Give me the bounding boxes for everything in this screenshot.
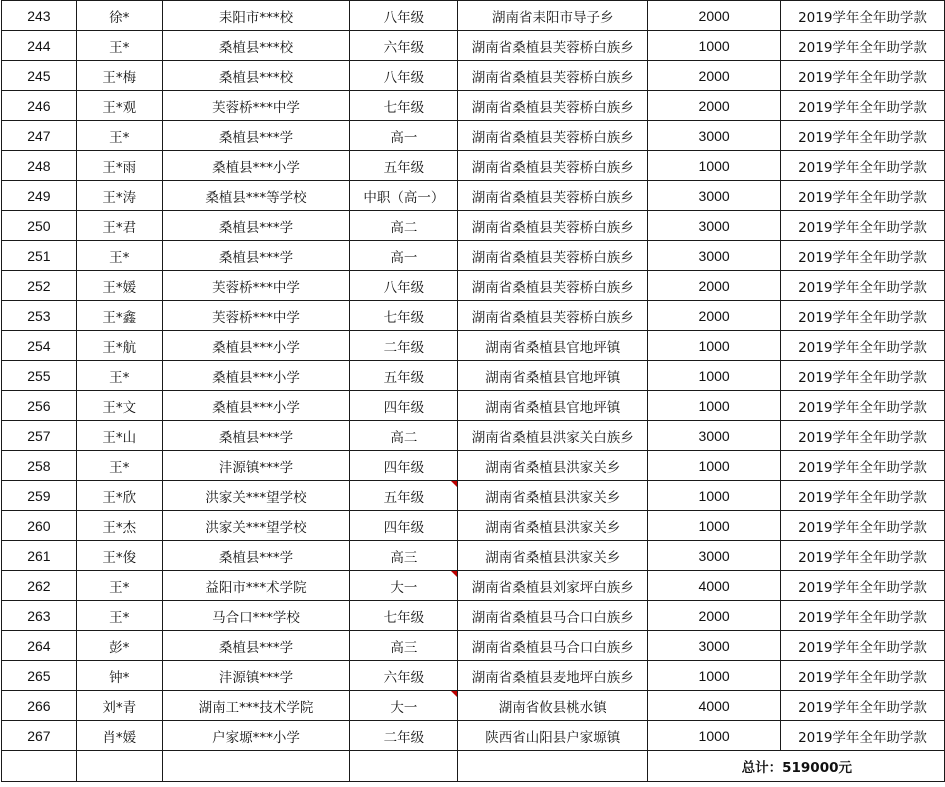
serial-number-cell[interactable]: 246 <box>2 91 77 121</box>
donation-type-cell[interactable]: 2019学年全年助学款 <box>781 1 945 31</box>
student-name-cell[interactable]: 徐* <box>76 1 162 31</box>
serial-number-cell[interactable]: 248 <box>2 151 77 181</box>
school-cell[interactable]: 桑植县***学 <box>162 631 350 661</box>
donation-type-cell[interactable]: 2019学年全年助学款 <box>781 121 945 151</box>
school-cell[interactable]: 马合口***学校 <box>162 601 350 631</box>
serial-number-cell[interactable]: 247 <box>2 121 77 151</box>
address-cell[interactable]: 湖南省桑植县洪家关乡 <box>458 511 648 541</box>
student-name-cell[interactable]: 王*鑫 <box>76 301 162 331</box>
serial-number-cell[interactable]: 266 <box>2 691 77 721</box>
donation-type-cell[interactable]: 2019学年全年助学款 <box>781 91 945 121</box>
student-name-cell[interactable]: 王*杰 <box>76 511 162 541</box>
table-row <box>2 421 945 451</box>
grade-cell[interactable]: 六年级 <box>350 661 458 691</box>
address-cell[interactable]: 湖南省桑植县芙蓉桥白族乡 <box>458 271 648 301</box>
donation-type-cell[interactable]: 2019学年全年助学款 <box>781 31 945 61</box>
grade-cell[interactable]: 七年级 <box>350 301 458 331</box>
serial-number-cell[interactable]: 261 <box>2 541 77 571</box>
amount-cell[interactable]: 1000 <box>648 451 781 481</box>
address-cell[interactable]: 湖南省桑植县马合口白族乡 <box>458 601 648 631</box>
comment-indicator-icon[interactable] <box>451 571 457 577</box>
donation-type-cell[interactable]: 2019学年全年助学款 <box>781 451 945 481</box>
grade-cell[interactable]: 高二 <box>350 211 458 241</box>
serial-number-cell[interactable]: 245 <box>2 61 77 91</box>
grade-cell[interactable]: 高二 <box>350 421 458 451</box>
grade-cell[interactable]: 四年级 <box>350 451 458 481</box>
school-cell[interactable]: 桑植县***小学 <box>162 331 350 361</box>
grade-cell[interactable]: 五年级 <box>350 361 458 391</box>
amount-cell[interactable]: 1000 <box>648 481 781 511</box>
amount-cell[interactable]: 2000 <box>648 301 781 331</box>
table-row <box>2 511 945 541</box>
comment-indicator-icon[interactable] <box>451 481 457 487</box>
empty-cell[interactable] <box>2 751 77 782</box>
address-cell[interactable]: 湖南省桑植县芙蓉桥白族乡 <box>458 181 648 211</box>
amount-cell[interactable]: 2000 <box>648 91 781 121</box>
student-name-cell[interactable]: 彭* <box>76 631 162 661</box>
comment-indicator-icon[interactable] <box>451 691 457 697</box>
table-row <box>2 151 945 181</box>
table-row <box>2 181 945 211</box>
student-name-cell[interactable]: 王*欣 <box>76 481 162 511</box>
serial-number-cell[interactable]: 243 <box>2 1 77 31</box>
grade-cell[interactable]: 高一 <box>350 241 458 271</box>
table-row <box>2 541 945 571</box>
school-cell[interactable]: 沣源镇***学 <box>162 661 350 691</box>
address-cell[interactable]: 湖南省桑植县芙蓉桥白族乡 <box>458 121 648 151</box>
amount-cell[interactable]: 3000 <box>648 421 781 451</box>
table-row <box>2 601 945 631</box>
donation-type-cell[interactable]: 2019学年全年助学款 <box>781 421 945 451</box>
student-name-cell[interactable]: 王*观 <box>76 91 162 121</box>
amount-cell[interactable]: 1000 <box>648 661 781 691</box>
address-cell[interactable]: 湖南省耒阳市导子乡 <box>458 1 648 31</box>
donation-type-cell[interactable]: 2019学年全年助学款 <box>781 331 945 361</box>
school-cell[interactable]: 桑植县***校 <box>162 61 350 91</box>
student-name-cell[interactable]: 王* <box>76 571 162 601</box>
table-row <box>2 661 945 691</box>
student-name-cell[interactable]: 王*媛 <box>76 271 162 301</box>
serial-number-cell[interactable]: 251 <box>2 241 77 271</box>
address-cell[interactable]: 湖南省攸县桃水镇 <box>458 691 648 721</box>
school-cell[interactable]: 桑植县***等学校 <box>162 181 350 211</box>
grade-cell[interactable]: 四年级 <box>350 391 458 421</box>
student-name-cell[interactable]: 王*山 <box>76 421 162 451</box>
serial-number-cell[interactable]: 249 <box>2 181 77 211</box>
student-name-cell[interactable]: 王*俊 <box>76 541 162 571</box>
donation-type-cell[interactable]: 2019学年全年助学款 <box>781 541 945 571</box>
student-name-cell[interactable]: 钟* <box>76 661 162 691</box>
table-row <box>2 301 945 331</box>
amount-cell[interactable]: 2000 <box>648 601 781 631</box>
table-row <box>2 331 945 361</box>
table-row <box>2 391 945 421</box>
address-cell[interactable]: 湖南省桑植县洪家关白族乡 <box>458 421 648 451</box>
amount-cell[interactable]: 4000 <box>648 691 781 721</box>
table-row <box>2 691 945 721</box>
amount-cell[interactable]: 4000 <box>648 571 781 601</box>
school-cell[interactable]: 桑植县***校 <box>162 31 350 61</box>
table-body <box>2 1 945 751</box>
grade-cell[interactable]: 八年级 <box>350 61 458 91</box>
school-cell[interactable]: 沣源镇***学 <box>162 451 350 481</box>
donation-type-cell[interactable]: 2019学年全年助学款 <box>781 391 945 421</box>
student-name-cell[interactable]: 王*涛 <box>76 181 162 211</box>
empty-cell[interactable] <box>458 751 648 782</box>
student-name-cell[interactable]: 王*航 <box>76 331 162 361</box>
serial-number-cell[interactable]: 256 <box>2 391 77 421</box>
school-cell[interactable]: 户家塬***小学 <box>162 721 350 751</box>
grade-cell[interactable]: 八年级 <box>350 271 458 301</box>
amount-cell[interactable]: 1000 <box>648 391 781 421</box>
donation-type-cell[interactable]: 2019学年全年助学款 <box>781 691 945 721</box>
serial-number-cell[interactable]: 253 <box>2 301 77 331</box>
address-cell[interactable]: 湖南省桑植县芙蓉桥白族乡 <box>458 31 648 61</box>
donation-type-cell[interactable]: 2019学年全年助学款 <box>781 271 945 301</box>
amount-cell[interactable]: 3000 <box>648 211 781 241</box>
grade-cell[interactable]: 二年级 <box>350 721 458 751</box>
school-cell[interactable]: 桑植县***小学 <box>162 391 350 421</box>
grade-cell[interactable]: 四年级 <box>350 511 458 541</box>
amount-cell[interactable]: 3000 <box>648 631 781 661</box>
empty-cell[interactable] <box>162 751 350 782</box>
student-name-cell[interactable]: 刘*青 <box>76 691 162 721</box>
table-row <box>2 721 945 751</box>
table-row <box>2 211 945 241</box>
total-amount-cell[interactable]: 总计：519000元 <box>648 751 945 782</box>
donation-type-cell[interactable]: 2019学年全年助学款 <box>781 721 945 751</box>
school-cell[interactable]: 益阳市***术学院 <box>162 571 350 601</box>
address-cell[interactable]: 湖南省桑植县官地坪镇 <box>458 361 648 391</box>
address-cell[interactable]: 湖南省桑植县洪家关乡 <box>458 481 648 511</box>
address-cell[interactable]: 湖南省桑植县官地坪镇 <box>458 391 648 421</box>
donation-type-cell[interactable]: 2019学年全年助学款 <box>781 301 945 331</box>
amount-cell[interactable]: 3000 <box>648 121 781 151</box>
table-row <box>2 121 945 151</box>
student-name-cell[interactable]: 王* <box>76 601 162 631</box>
amount-cell[interactable]: 3000 <box>648 241 781 271</box>
serial-number-cell[interactable]: 254 <box>2 331 77 361</box>
school-cell[interactable]: 桑植县***学 <box>162 421 350 451</box>
amount-cell[interactable]: 1000 <box>648 331 781 361</box>
donation-type-cell[interactable]: 2019学年全年助学款 <box>781 151 945 181</box>
grade-cell[interactable]: 八年级 <box>350 1 458 31</box>
student-name-cell[interactable]: 王* <box>76 121 162 151</box>
school-cell[interactable]: 桑植县***学 <box>162 241 350 271</box>
table-row <box>2 1 945 31</box>
school-cell[interactable]: 耒阳市***校 <box>162 1 350 31</box>
grade-cell[interactable]: 六年级 <box>350 31 458 61</box>
donation-type-cell[interactable]: 2019学年全年助学款 <box>781 211 945 241</box>
donation-type-cell[interactable]: 2019学年全年助学款 <box>781 511 945 541</box>
amount-cell[interactable]: 2000 <box>648 61 781 91</box>
student-name-cell[interactable]: 王* <box>76 361 162 391</box>
address-cell[interactable]: 陕西省山阳县户家塬镇 <box>458 721 648 751</box>
table-row <box>2 571 945 601</box>
school-cell[interactable]: 洪家关***望学校 <box>162 481 350 511</box>
address-cell[interactable]: 湖南省桑植县芙蓉桥白族乡 <box>458 91 648 121</box>
grade-cell[interactable]: 五年级 <box>350 151 458 181</box>
address-cell[interactable]: 湖南省桑植县洪家关乡 <box>458 451 648 481</box>
amount-cell[interactable]: 2000 <box>648 1 781 31</box>
serial-number-cell[interactable]: 259 <box>2 481 77 511</box>
donation-type-cell[interactable]: 2019学年全年助学款 <box>781 61 945 91</box>
serial-number-cell[interactable]: 264 <box>2 631 77 661</box>
amount-cell[interactable]: 1000 <box>648 361 781 391</box>
grade-cell[interactable]: 七年级 <box>350 601 458 631</box>
grade-cell[interactable]: 二年级 <box>350 331 458 361</box>
serial-number-cell[interactable]: 250 <box>2 211 77 241</box>
school-cell[interactable]: 芙蓉桥***中学 <box>162 271 350 301</box>
table-row <box>2 31 945 61</box>
grade-cell[interactable]: 中职（高一） <box>350 181 458 211</box>
student-name-cell[interactable]: 肖*媛 <box>76 721 162 751</box>
school-cell[interactable]: 湖南工***技术学院 <box>162 691 350 721</box>
donation-type-cell[interactable]: 2019学年全年助学款 <box>781 601 945 631</box>
table-row <box>2 91 945 121</box>
address-cell[interactable]: 湖南省桑植县麦地坪白族乡 <box>458 661 648 691</box>
grade-cell[interactable]: 高三 <box>350 541 458 571</box>
total-row <box>2 751 945 782</box>
table-row <box>2 451 945 481</box>
serial-number-cell[interactable]: 262 <box>2 571 77 601</box>
address-cell[interactable]: 湖南省桑植县马合口白族乡 <box>458 631 648 661</box>
table-row <box>2 361 945 391</box>
donation-type-cell[interactable]: 2019学年全年助学款 <box>781 361 945 391</box>
grade-cell[interactable]: 大一 <box>350 571 458 601</box>
serial-number-cell[interactable]: 257 <box>2 421 77 451</box>
grade-cell[interactable]: 五年级 <box>350 481 458 511</box>
amount-cell[interactable]: 1000 <box>648 31 781 61</box>
donation-type-cell[interactable]: 2019学年全年助学款 <box>781 661 945 691</box>
student-name-cell[interactable]: 王*梅 <box>76 61 162 91</box>
serial-number-cell[interactable]: 252 <box>2 271 77 301</box>
empty-cell[interactable] <box>350 751 458 782</box>
student-name-cell[interactable]: 王*文 <box>76 391 162 421</box>
student-name-cell[interactable]: 王*君 <box>76 211 162 241</box>
donation-type-cell[interactable]: 2019学年全年助学款 <box>781 571 945 601</box>
address-cell[interactable]: 湖南省桑植县芙蓉桥白族乡 <box>458 211 648 241</box>
address-cell[interactable]: 湖南省桑植县芙蓉桥白族乡 <box>458 301 648 331</box>
donation-type-cell[interactable]: 2019学年全年助学款 <box>781 481 945 511</box>
serial-number-cell[interactable]: 244 <box>2 31 77 61</box>
amount-cell[interactable]: 3000 <box>648 541 781 571</box>
school-cell[interactable]: 桑植县***学 <box>162 541 350 571</box>
address-cell[interactable]: 湖南省桑植县官地坪镇 <box>458 331 648 361</box>
student-name-cell[interactable]: 王* <box>76 31 162 61</box>
donation-type-cell[interactable]: 2019学年全年助学款 <box>781 631 945 661</box>
amount-cell[interactable]: 1000 <box>648 151 781 181</box>
school-cell[interactable]: 芙蓉桥***中学 <box>162 91 350 121</box>
serial-number-cell[interactable]: 260 <box>2 511 77 541</box>
amount-cell[interactable]: 2000 <box>648 271 781 301</box>
amount-cell[interactable]: 3000 <box>648 181 781 211</box>
table-row <box>2 61 945 91</box>
school-cell[interactable]: 洪家关***望学校 <box>162 511 350 541</box>
address-cell[interactable]: 湖南省桑植县刘家坪白族乡 <box>458 571 648 601</box>
table-row <box>2 481 945 511</box>
grade-cell[interactable]: 七年级 <box>350 91 458 121</box>
school-cell[interactable]: 桑植县***学 <box>162 211 350 241</box>
serial-number-cell[interactable]: 255 <box>2 361 77 391</box>
donation-type-cell[interactable]: 2019学年全年助学款 <box>781 241 945 271</box>
school-cell[interactable]: 桑植县***小学 <box>162 361 350 391</box>
table-row <box>2 631 945 661</box>
serial-number-cell[interactable]: 267 <box>2 721 77 751</box>
grade-cell[interactable]: 高三 <box>350 631 458 661</box>
amount-cell[interactable]: 1000 <box>648 511 781 541</box>
school-cell[interactable]: 桑植县***学 <box>162 121 350 151</box>
school-cell[interactable]: 芙蓉桥***中学 <box>162 301 350 331</box>
student-name-cell[interactable]: 王*雨 <box>76 151 162 181</box>
empty-cell[interactable] <box>76 751 162 782</box>
donation-table <box>1 0 945 782</box>
serial-number-cell[interactable]: 258 <box>2 451 77 481</box>
table-row <box>2 271 945 301</box>
address-cell[interactable]: 湖南省桑植县芙蓉桥白族乡 <box>458 151 648 181</box>
address-cell[interactable]: 湖南省桑植县芙蓉桥白族乡 <box>458 61 648 91</box>
student-name-cell[interactable]: 王* <box>76 451 162 481</box>
student-name-cell[interactable]: 王* <box>76 241 162 271</box>
donation-type-cell[interactable]: 2019学年全年助学款 <box>781 181 945 211</box>
grade-cell[interactable]: 高一 <box>350 121 458 151</box>
address-cell[interactable]: 湖南省桑植县洪家关乡 <box>458 541 648 571</box>
school-cell[interactable]: 桑植县***小学 <box>162 151 350 181</box>
serial-number-cell[interactable]: 263 <box>2 601 77 631</box>
table-row <box>2 241 945 271</box>
serial-number-cell[interactable]: 265 <box>2 661 77 691</box>
address-cell[interactable]: 湖南省桑植县芙蓉桥白族乡 <box>458 241 648 271</box>
amount-cell[interactable]: 1000 <box>648 721 781 751</box>
grade-cell[interactable]: 大一 <box>350 691 458 721</box>
